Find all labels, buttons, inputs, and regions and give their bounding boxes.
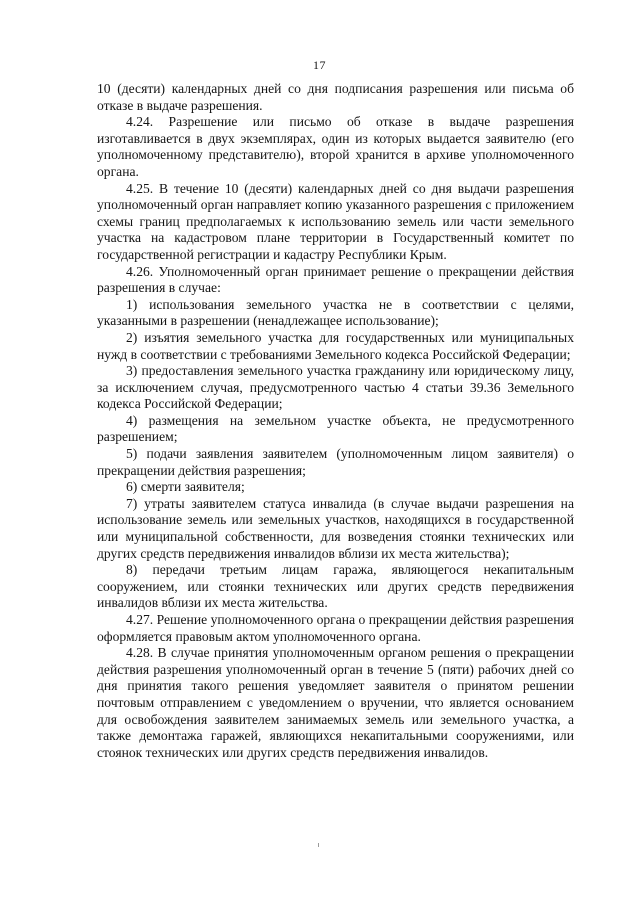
paragraph-4-26: 4.26. Уполномоченный орган принимает решение о прекращении действия разрешения в случае: [97,263,574,296]
paragraph-4-28: 4.28. В случае принятия уполномоченным органом решения о прекращении действия разрешения уполномоченный орган в течение 5 (пяти) рабочих дней со дня принятия такого решения уведомляет заявителя о принятом решении почтовым отправлением с уведомлением о вручении, что является основанием для освобождения заявителем занимаемых земель или земельного участка, а также демонтажа гаражей, являющихся некапитальными сооружениями, или стоянок технических или других средств передвижения инвалидов. [97,645,574,760]
list-item-2: 2) изъятия земельного участка для государственных или муниципальных нужд в соответствии с требованиями Земельного кодекса Российской Федерации; [97,329,574,362]
list-item-4: 4) размещения на земельном участке объекта, не предусмотренного разрешением; [97,412,574,445]
list-item-3: 3) предоставления земельного участка гражданину или юридическому лицу, за исключением случая, предусмотренного частью 4 статьи 39.36 Земельного кодекса Российской Федерации; [97,363,574,412]
paragraph-4-25: 4.25. В течение 10 (десяти) календарных дней со дня выдачи разрешения уполномоченный орган направляет копию указанного разрешения с приложением схемы границ предполагаемых к использованию земель или части земельного участка на кадастровом плане территории в Государственный комитет по государственной регистрации и кадастру Республики Крым. [97,180,574,262]
paragraph-continuation: 10 (десяти) календарных дней со дня подписания разрешения или письма об отказе в выдаче разрешения. [97,81,574,113]
list-item-1: 1) использования земельного участка не в соответствии с целями, указанными в разрешении (ненадлежащее использование); [97,296,574,329]
list-item-5: 5) подачи заявления заявителем (уполномоченным лицом заявителя) о прекращении действия разрешения; [97,446,574,478]
list-item-8: 8) передачи третьим лицам гаража, являющегося некапитальным сооружением, или стоянки технических или других средств передвижения инвалидов вблизи их места жительства. [97,562,574,611]
document-body [97,81,574,761]
paragraph-4-27: 4.27. Решение уполномоченного органа о прекращении действия разрешения оформляется правовым актом уполномоченного органа. [97,612,574,644]
paragraph-4-24: 4.24. Разрешение или письмо об отказе в выдаче разрешения изготавливается в двух экземплярах, один из которых выдается заявителю (его уполномоченному представителю), второй хранится в архиве уполномоченного органа. [97,114,574,179]
page-number: 17 [313,58,326,72]
list-item-6: 6) смерти заявителя; [126,479,245,495]
list-item-7: 7) утраты заявителем статуса инвалида (в случае выдачи разрешения на использование земель или земельных участков, находящихся в государственной или муниципальной собственности, для возведения стоянки технических или других средств передвижения инвалидов вблизи их места жительства); [97,495,574,561]
scan-speck [318,843,319,847]
